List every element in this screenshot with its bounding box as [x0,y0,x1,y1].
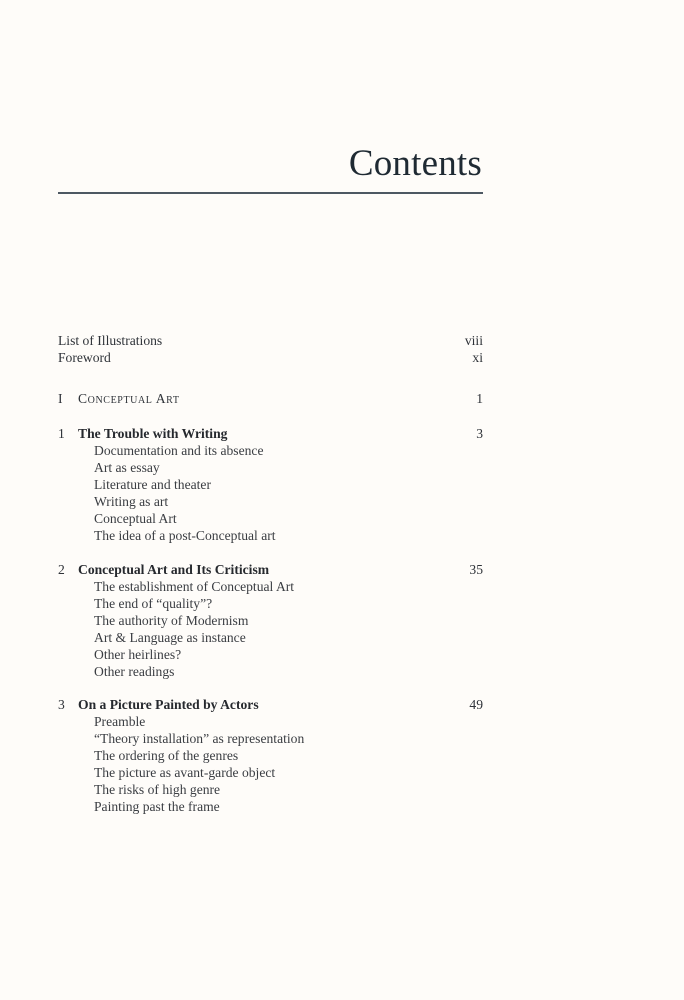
chapter-title: Conceptual Art and Its Criticism [78,562,270,577]
toc-part-1[interactable] [58,390,483,407]
chapter-title: On a Picture Painted by Actors [78,697,259,712]
toc-section[interactable] [58,629,483,646]
section-title: Art as essay [94,460,160,475]
toc-section[interactable] [58,510,483,527]
chapter-page-number: 3 [476,426,483,441]
chapter-number: 2 [58,562,65,577]
page-title: Contents [348,143,482,184]
toc-chapter-3[interactable] [58,696,483,713]
entry-label: List of Illustrations [58,333,163,348]
section-title: The idea of a post-Conceptual art [94,528,276,543]
section-title: The picture as avant-garde object [94,765,276,780]
section-title: Literature and theater [94,477,211,492]
toc-section[interactable] [58,459,483,476]
section-title: “Theory installation” as representation [94,731,305,746]
chapter-page-number: 35 [469,562,483,577]
toc-section[interactable] [58,527,483,544]
section-title: The end of “quality”? [94,596,213,611]
entry-page-number: viii [464,333,483,348]
section-title: The establishment of Conceptual Art [94,579,295,594]
toc-entry-foreword[interactable] [58,349,483,366]
toc-entry-list-of-illustrations[interactable] [58,332,483,349]
toc-section[interactable] [58,578,483,595]
section-title: Preamble [94,714,146,729]
chapter-number: 3 [58,697,65,712]
toc-section[interactable] [58,798,483,815]
section-title: The risks of high genre [94,782,221,797]
toc-section[interactable] [58,493,483,510]
toc-section[interactable] [58,612,483,629]
entry-page-number: xi [472,350,483,365]
chapter-page-number: 49 [469,697,483,712]
part-page-number: 1 [476,391,483,406]
section-title: The authority of Modernism [94,613,249,628]
part-number: I [58,391,63,406]
title-rule-divider [58,192,483,194]
toc-section[interactable] [58,713,483,730]
chapter-title: The Trouble with Writing [78,426,228,441]
section-title: Other readings [94,664,175,679]
section-title: Writing as art [94,494,169,509]
toc-chapter-2[interactable] [58,561,483,578]
toc-section[interactable] [58,730,483,747]
toc-section[interactable] [58,595,483,612]
toc-section[interactable] [58,442,483,459]
section-title: Art & Language as instance [94,630,246,645]
section-title: Conceptual Art [94,511,177,526]
section-title: Painting past the frame [94,799,220,814]
chapter-number: 1 [58,426,65,441]
entry-label: Foreword [58,350,111,365]
section-title: Other heirlines? [94,647,182,662]
toc-section[interactable] [58,764,483,781]
toc-section[interactable] [58,747,483,764]
part-title: Conceptual Art [78,391,180,406]
toc-section[interactable] [58,476,483,493]
section-title: Documentation and its absence [94,443,264,458]
toc-chapter-1[interactable] [58,425,483,442]
toc-section[interactable] [58,646,483,663]
toc-section[interactable] [58,781,483,798]
toc-section[interactable] [58,663,483,680]
section-title: The ordering of the genres [94,748,239,763]
